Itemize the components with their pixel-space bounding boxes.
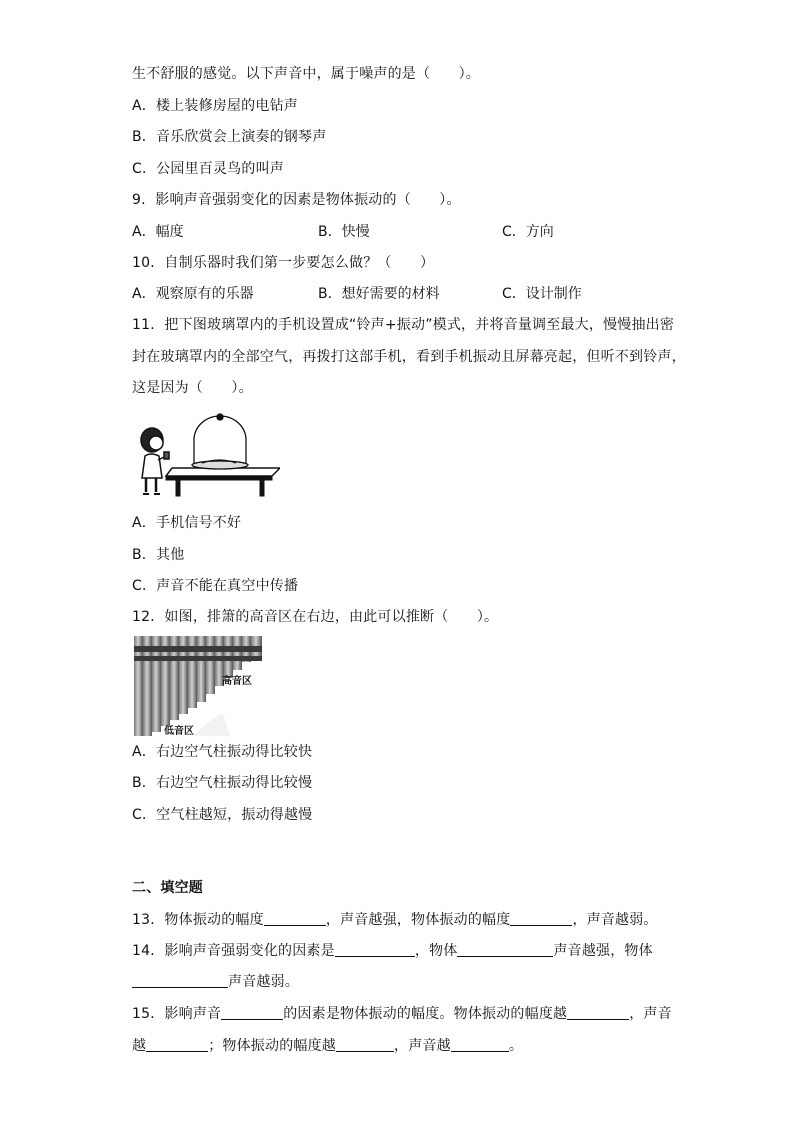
question-9-stem: 9．影响声音强弱变化的因素是物体振动的（ ）。 (132, 192, 461, 208)
q12-option-b: B．右边空气柱振动得比较慢 (132, 775, 313, 791)
q8-option-a: A．楼上装修房屋的电钻声 (132, 98, 298, 114)
q15-blank-3[interactable] (146, 1035, 208, 1052)
q9-option-b: B．快慢 (318, 224, 370, 240)
q9-option-a: A．幅度 (132, 224, 184, 240)
section-title-fill-blanks: 二、填空题 (132, 880, 203, 896)
q13-blank-2[interactable] (510, 909, 572, 926)
q14-blank-1[interactable] (335, 940, 415, 957)
q14-blank-2[interactable] (457, 940, 553, 957)
q15-blank-2[interactable] (567, 1003, 629, 1020)
q14-text-4: 声音越弱。 (228, 974, 299, 990)
question-11-stem-line1: 11．把下图玻璃罩内的手机设置成“铃声+振动”模式，并将音量调至最大，慢慢抽出密 (132, 317, 675, 333)
question-15-line1 (132, 1003, 672, 1024)
question-10-stem: 10．自制乐器时我们第一步要怎么做？（ ） (132, 255, 435, 271)
q15-text-3: ，声音 (629, 1006, 672, 1022)
q15-text-7: 。 (508, 1038, 524, 1054)
q11-option-b: B．其他 (132, 547, 185, 563)
q10-option-b: B．想好需要的材料 (318, 286, 440, 302)
question-13 (132, 909, 658, 930)
q15-text-6: ，声音越 (394, 1038, 451, 1054)
q8-option-b: B．音乐欣赏会上演奏的钢琴声 (132, 129, 327, 145)
question-14-line1 (132, 940, 653, 961)
q12-option-a: A．右边空气柱振动得比较快 (132, 744, 313, 760)
q10-option-a: A．观察原有的乐器 (132, 286, 254, 302)
q14-text-3: 声音越强，物体 (553, 943, 653, 959)
q14-blank-3[interactable] (132, 971, 228, 988)
q12-option-c: C．空气柱越短，振动得越慢 (132, 807, 313, 823)
q11-option-c: C．声音不能在真空中传播 (132, 578, 299, 594)
question-14-line2 (132, 971, 299, 992)
question-11-stem-line3: 这是因为（ ）。 (132, 380, 253, 396)
question-15-line2 (132, 1035, 523, 1056)
question-12-stem: 12．如图，排箫的高音区在右边，由此可以推断（ ）。 (132, 609, 499, 625)
q15-text-5: ；物体振动的幅度越 (208, 1038, 337, 1054)
bell-jar-illustration (192, 414, 248, 469)
bell-jar-figure (132, 410, 280, 498)
panpipe-figure (134, 636, 262, 736)
question-11-stem-line2: 封在玻璃罩内的全部空气，再拨打这部手机，看到手机振动且屏幕亮起，但听不到铃声， (132, 349, 686, 365)
table-illustration (166, 468, 280, 496)
girl-illustration (141, 428, 169, 494)
q13-text-1: 13．物体振动的幅度 (132, 912, 264, 928)
q13-blank-1[interactable] (264, 909, 326, 926)
q14-text-1: 14．影响声音强弱变化的因素是 (132, 943, 335, 959)
q13-text-2: ，声音越强，物体振动的幅度 (325, 912, 511, 928)
q9-option-c: C．方向 (502, 224, 554, 240)
q15-blank-5[interactable] (451, 1035, 509, 1052)
q15-text-4: 越 (132, 1038, 147, 1054)
q14-text-2: ，物体 (414, 943, 458, 959)
q15-blank-4[interactable] (336, 1035, 394, 1052)
question-8-stem-end: 生不舒服的感觉。以下声音中，属于噪声的是（ ）。 (132, 66, 480, 82)
q15-blank-1[interactable] (221, 1003, 283, 1020)
q15-text-2: 的因素是物体振动的幅度。物体振动的幅度越 (283, 1006, 568, 1022)
low-register-label: 低音区 (164, 726, 194, 736)
q15-text-1: 15．影响声音 (132, 1006, 222, 1022)
q13-text-3: ，声音越弱。 (572, 912, 658, 928)
q8-option-c: C．公园里百灵鸟的叫声 (132, 161, 284, 177)
q10-option-c: C．设计制作 (502, 286, 582, 302)
high-register-label: 高音区 (222, 676, 252, 687)
q11-option-a: A．手机信号不好 (132, 515, 242, 531)
